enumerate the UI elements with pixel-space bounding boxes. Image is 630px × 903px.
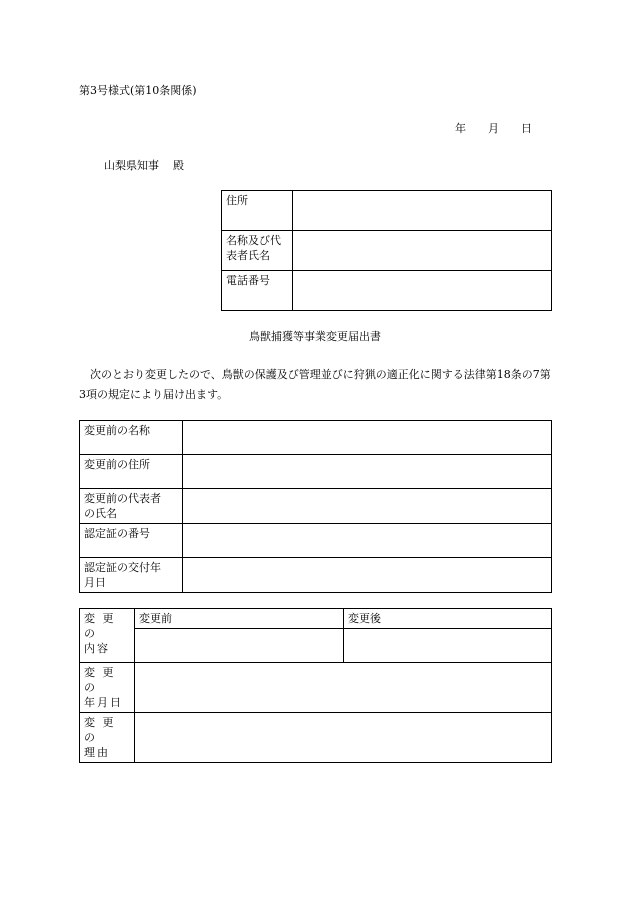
applicant-table (221, 190, 552, 311)
cert-date-label: 認定証の交付年 月日 (80, 558, 183, 593)
cert-number-field[interactable] (183, 524, 552, 558)
addressee-name: 山梨県知事 (104, 159, 159, 172)
table-row (222, 191, 552, 231)
before-change-table (79, 420, 552, 593)
change-content-label: 変 更 の 内容 (80, 609, 135, 663)
table-row (222, 271, 552, 311)
addressee-honorific: 殿 (173, 159, 184, 172)
date-day: 日 (521, 122, 532, 135)
document-title: 鳥獣捕獲等事業変更届出書 (249, 330, 381, 343)
table-row (80, 524, 552, 558)
before-address-field[interactable] (183, 455, 552, 489)
before-rep-label: 変更前の代表者 の氏名 (80, 489, 183, 524)
change-reason-label: 変 更 の 理由 (80, 713, 135, 763)
form-number: 第3号様式(第10条関係) (79, 84, 197, 97)
cert-date-field[interactable] (183, 558, 552, 593)
address-field[interactable] (293, 191, 552, 231)
change-reason-field[interactable] (135, 713, 552, 763)
table-row (80, 629, 552, 663)
date-year: 年 (455, 122, 466, 135)
name-label: 名称及び代 表者氏名 (222, 231, 293, 271)
phone-label: 電話番号 (222, 271, 293, 311)
change-before-header: 変更前 (135, 609, 344, 629)
date-month: 月 (488, 122, 499, 135)
change-after-header: 変更後 (344, 609, 552, 629)
before-rep-field[interactable] (183, 489, 552, 524)
change-after-field[interactable] (344, 629, 552, 663)
change-date-label: 変 更 の 年月日 (80, 663, 135, 713)
table-row (80, 558, 552, 593)
name-field[interactable] (293, 231, 552, 271)
change-date-field[interactable] (135, 663, 552, 713)
table-row (80, 663, 552, 713)
addressee (104, 157, 184, 173)
date-line (455, 120, 532, 136)
table-row (80, 713, 552, 763)
table-row (80, 489, 552, 524)
before-name-label: 変更前の名称 (80, 421, 183, 455)
table-row (80, 609, 552, 629)
address-label: 住所 (222, 191, 293, 231)
cert-number-label: 認定証の番号 (80, 524, 183, 558)
change-details-table (79, 608, 552, 763)
table-row (80, 455, 552, 489)
table-row (222, 231, 552, 271)
table-row (80, 421, 552, 455)
phone-field[interactable] (293, 271, 552, 311)
change-before-field[interactable] (135, 629, 344, 663)
before-name-field[interactable] (183, 421, 552, 455)
body-text: 次のとおり変更したので、鳥獣の保護及び管理並びに狩猟の適正化に関する法律第18条の7第3項の規定により届け出ます。 (79, 368, 551, 401)
before-address-label: 変更前の住所 (80, 455, 183, 489)
